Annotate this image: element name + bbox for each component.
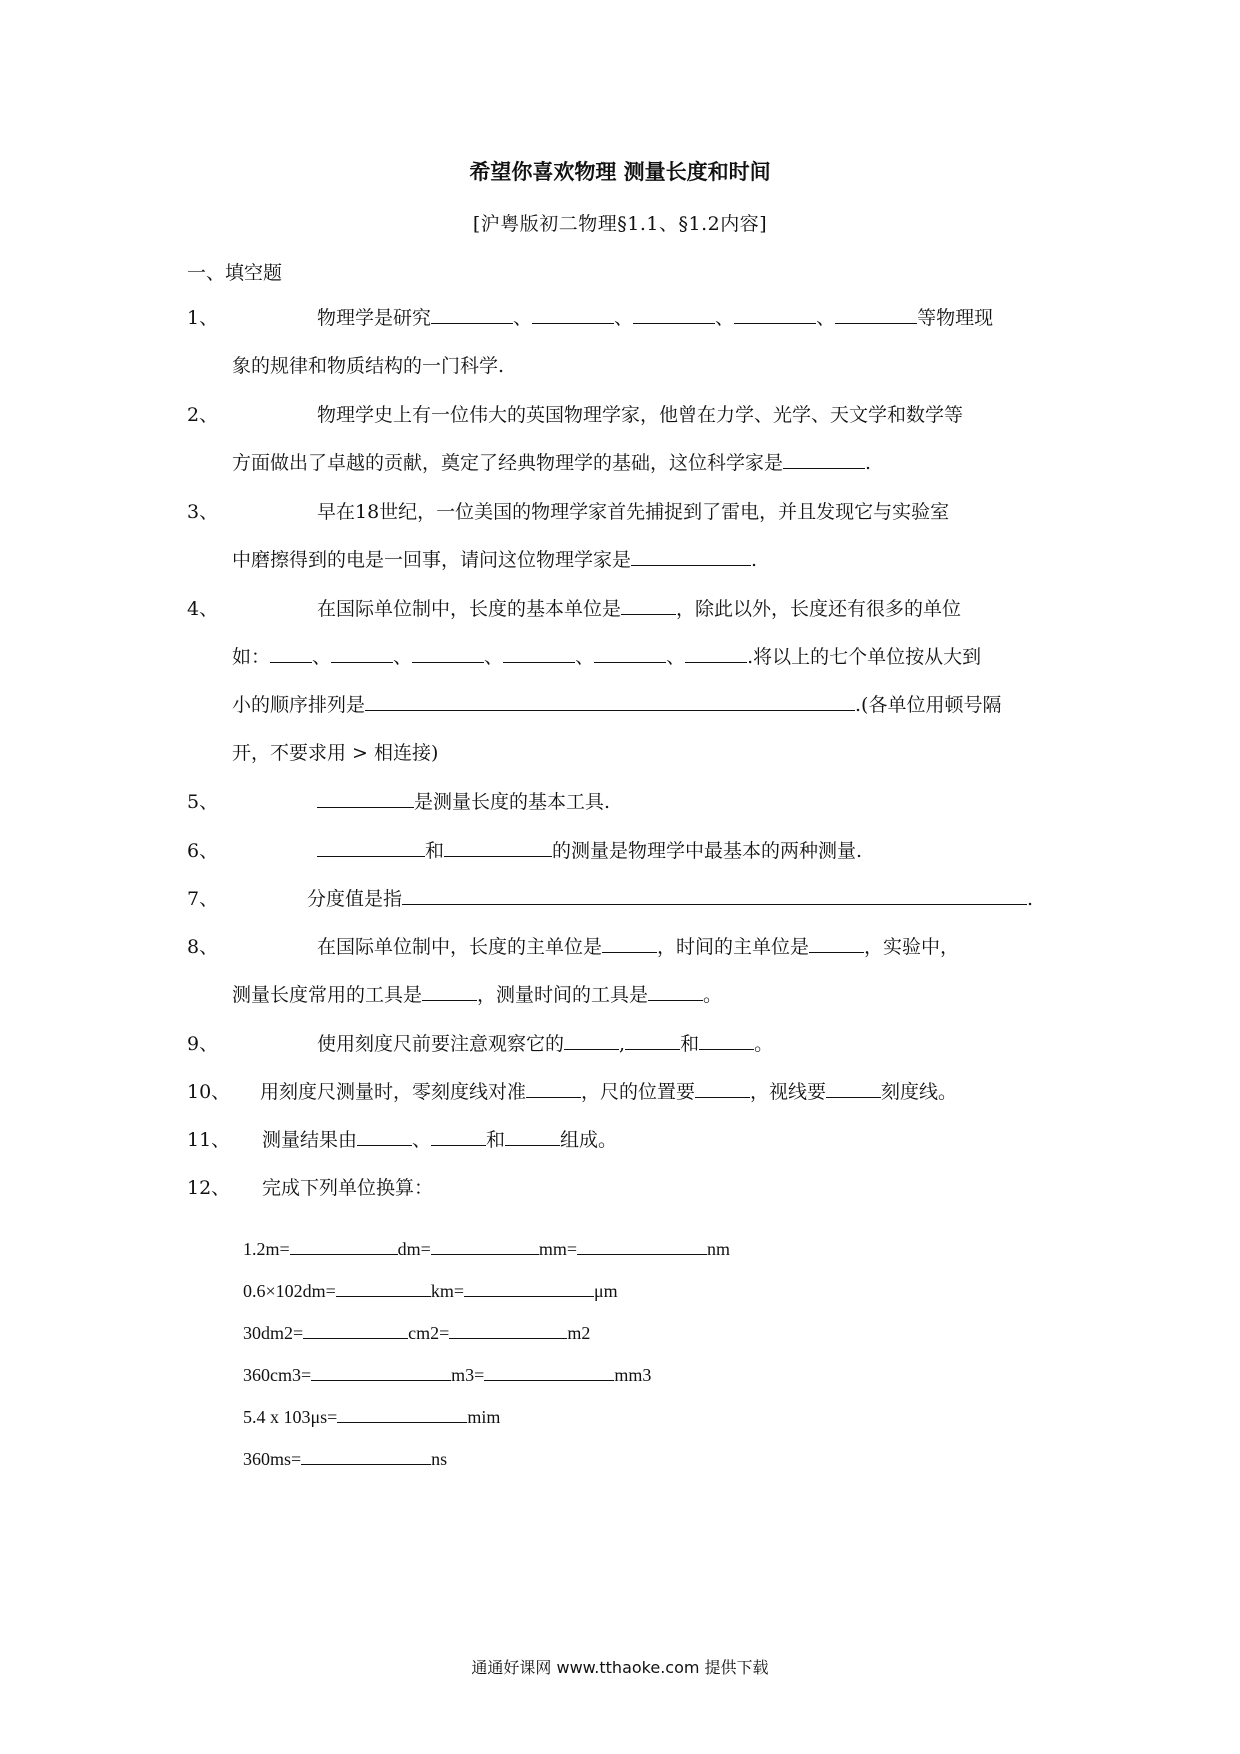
answer-blank[interactable] [835,305,917,324]
question-number: 1、 [187,307,219,329]
question-number: 9、 [187,1033,219,1055]
answer-blank[interactable] [577,1236,707,1255]
question-line [232,642,981,669]
question-text: .(各单位用顿号隔 [855,694,1002,716]
answer-blank[interactable] [526,1079,581,1098]
question-number: 7、 [187,888,219,910]
conversion-text: 360cm3= [243,1365,312,1385]
answer-blank[interactable] [699,1031,754,1050]
answer-blank[interactable] [303,1320,408,1339]
question-text: 刻度线。 [881,1081,958,1103]
question-line [317,787,610,814]
answer-blank[interactable] [357,1127,412,1146]
conversion-text: m3= [451,1365,485,1385]
answer-blank[interactable] [625,1031,680,1050]
question-text: 小的顺序排列是 [232,694,366,716]
answer-blank[interactable] [734,305,816,324]
answer-blank[interactable] [695,1079,750,1098]
question-text: 用刻度尺测量时，零刻度线对准 [260,1081,527,1103]
question-text: 和 [486,1129,506,1151]
conversion-text: mim [467,1407,501,1427]
question-text: 测量长度常用的工具是 [232,984,423,1006]
conversion-text: m2 [567,1323,591,1343]
conversion-line-6 [243,1446,447,1470]
question-line: 象的规律和物质结构的一门科学. [232,355,505,377]
conversion-text: km= [430,1281,464,1301]
conversion-text: 5.4 x 103μs= [243,1407,338,1427]
answer-blank[interactable] [317,789,414,808]
separator: 、 [614,307,634,329]
separator: 、 [484,646,504,668]
question-text: 在国际单位制中，长度的基本单位是 [317,598,622,620]
separator: 、 [715,307,735,329]
question-line: 开，不要求用 > 相连接) [232,742,439,764]
answer-blank[interactable] [633,305,715,324]
question-line [232,690,1001,717]
question-line [260,1077,957,1104]
question-text: 分度值是指 [307,888,403,910]
answer-blank[interactable] [422,982,477,1001]
answer-blank[interactable] [290,1236,398,1255]
question-text: 。 [703,984,723,1006]
answer-blank[interactable] [685,644,747,663]
question-text: 使用刻度尺前要注意观察它的 [317,1033,565,1055]
page-title: 希望你喜欢物理 测量长度和时间 [469,160,771,184]
question-text: 物理学是研究 [317,307,432,329]
answer-blank[interactable] [402,886,1027,905]
question-line [307,884,1033,911]
question-number: 11、 [187,1129,231,1151]
question-number: 5、 [187,791,219,813]
answer-blank[interactable] [365,692,855,711]
question-number: 10、 [187,1081,231,1103]
question-text: 等物理现 [917,307,994,329]
conversion-text: 360ms= [243,1449,302,1469]
answer-blank[interactable] [564,1031,619,1050]
question-line [317,594,961,621]
answer-blank[interactable] [503,644,575,663]
answer-blank[interactable] [826,1079,881,1098]
separator: , [619,1033,626,1055]
conversion-text: cm2= [408,1323,450,1343]
question-text: 的测量是物理学中最基本的两种测量. [552,840,863,862]
separator: 、 [312,646,332,668]
question-number: 4、 [187,598,219,620]
answer-blank[interactable] [431,1127,486,1146]
separator: 、 [513,307,533,329]
separator: 、 [412,1129,432,1151]
answer-blank[interactable] [809,934,864,953]
question-text: ，除此以外，长度还有很多的单位 [676,598,962,620]
answer-blank[interactable] [444,838,552,857]
conversion-text: 0.6×102dm= [243,1281,336,1301]
question-text: ，视线要 [750,1081,827,1103]
question-line [232,980,722,1007]
question-line [317,303,993,330]
answer-blank[interactable] [311,1362,451,1381]
conversion-text: dm= [397,1239,431,1259]
question-text: 和 [680,1033,700,1055]
conversion-text: mm= [538,1239,577,1259]
question-number: 6、 [187,840,219,862]
answer-blank[interactable] [301,1446,431,1465]
conversion-text: ns [431,1449,448,1469]
question-text: 和 [425,840,445,862]
separator: 、 [666,646,686,668]
question-text: 方面做出了卓越的贡献，奠定了经典物理学的基础，这位科学家是 [232,452,784,474]
question-text: ，测量时间的工具是 [477,984,649,1006]
answer-blank[interactable] [336,1278,431,1297]
question-line [232,545,757,572]
answer-blank[interactable] [594,644,666,663]
answer-blank[interactable] [412,644,484,663]
question-text: . [751,549,758,571]
question-text: .将以上的七个单位按从大到 [747,646,982,668]
conversion-line-2 [243,1278,618,1302]
page-footer: 通通好课网 www.tthaoke.com 提供下载 [471,1658,769,1677]
answer-blank[interactable] [431,1236,539,1255]
separator: 、 [575,646,595,668]
answer-blank[interactable] [270,644,312,663]
question-number: 2、 [187,404,219,426]
answer-blank[interactable] [505,1127,560,1146]
answer-blank[interactable] [449,1320,567,1339]
question-line [317,1029,773,1056]
question-text: ，时间的主单位是 [657,936,810,958]
question-line [317,932,959,959]
answer-blank[interactable] [317,838,425,857]
conversion-text: mm3 [614,1365,652,1385]
answer-blank[interactable] [631,547,751,566]
answer-blank[interactable] [331,644,393,663]
question-text: . [1027,888,1034,910]
page-subtitle: [沪粤版初二物理§1.1、§1.2内容] [472,213,768,235]
question-text: . [865,452,872,474]
conversion-line-5 [243,1404,500,1428]
question-number: 8、 [187,936,219,958]
question-text: 中磨擦得到的电是一回事，请问这位物理学家是 [232,549,632,571]
question-line: 早在18世纪，一位美国的物理学家首先捕捉到了雷电，并且发现它与实验室 [317,501,950,523]
answer-blank[interactable] [337,1404,467,1423]
answer-blank[interactable] [484,1362,614,1381]
answer-blank[interactable] [602,934,657,953]
question-line [317,836,862,863]
answer-blank[interactable] [431,305,513,324]
answer-blank[interactable] [532,305,614,324]
conversion-text: 1.2m= [243,1239,290,1259]
question-text: ，尺的位置要 [581,1081,696,1103]
question-text: 测量结果由 [262,1129,358,1151]
question-line: 完成下列单位换算： [262,1177,434,1199]
separator: 、 [393,646,413,668]
conversion-line-1 [243,1236,730,1260]
question-text: 在国际单位制中，长度的主单位是 [317,936,603,958]
conversion-text: nm [706,1239,730,1259]
separator: 、 [816,307,836,329]
answer-blank[interactable] [648,982,703,1001]
question-line: 物理学史上有一位伟大的英国物理学家，他曾在力学、光学、天文学和数学等 [317,404,964,426]
answer-blank[interactable] [621,596,676,615]
question-text: ，实验中， [864,936,960,958]
section-heading: 一、填空题 [187,262,283,284]
question-line [262,1125,617,1152]
question-text: 组成。 [560,1129,618,1151]
conversion-text: 30dm2= [243,1323,304,1343]
question-text: 如： [232,646,271,668]
question-number: 3、 [187,501,219,523]
question-number: 12、 [187,1177,231,1199]
conversion-line-4 [243,1362,651,1386]
conversion-line-3 [243,1320,590,1344]
question-text: 。 [754,1033,774,1055]
question-line [232,448,871,475]
question-text: 是测量长度的基本工具. [414,791,611,813]
answer-blank[interactable] [783,450,865,469]
conversion-text: μm [593,1281,618,1301]
answer-blank[interactable] [464,1278,594,1297]
